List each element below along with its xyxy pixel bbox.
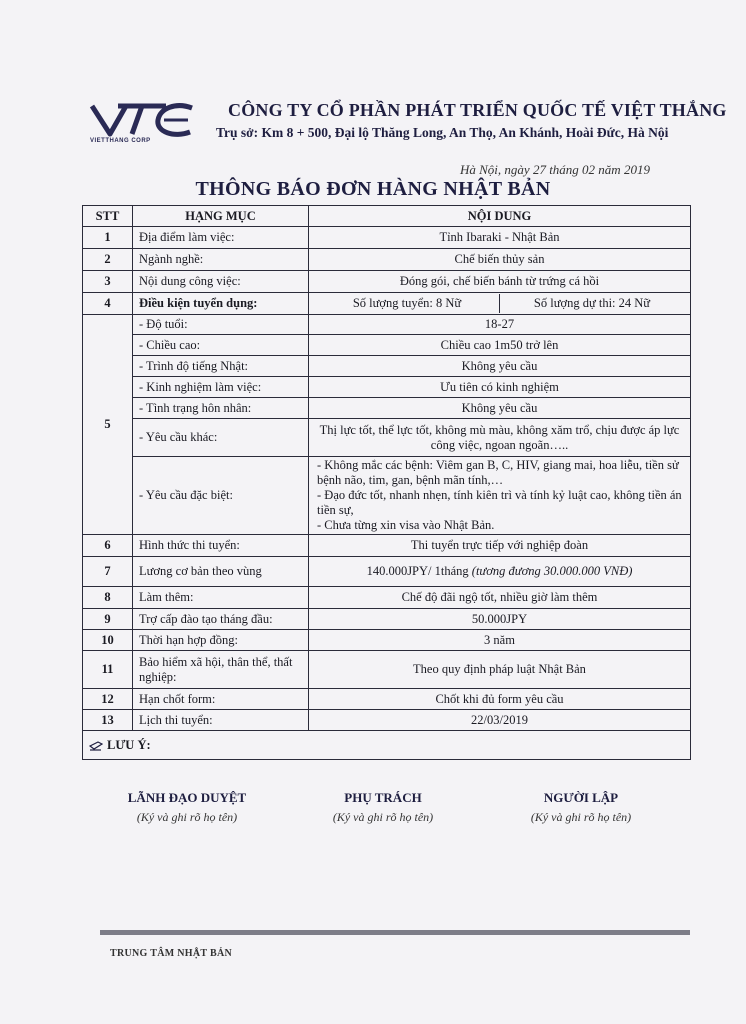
table-header-row [83,206,691,227]
salary-equivalent: (tương đương 30.000.000 VNĐ) [471,564,633,578]
row-value: 18-27 [309,315,691,335]
row-label: - Trình độ tiếng Nhật: [133,356,309,377]
row-value: 3 năm [309,630,691,651]
table-row [83,249,691,271]
row-label: Bảo hiểm xã hội, thân thể, thất nghiệp: [133,651,309,689]
table-row [83,227,691,249]
row-value-split [309,293,691,315]
row-value: Chế độ đãi ngộ tốt, nhiều giờ làm thêm [309,587,691,609]
note-row [83,731,691,760]
row-value: Thi tuyển trực tiếp với nghiệp đoàn [309,535,691,557]
signature-supervisor [308,790,458,825]
table-row [83,609,691,630]
row-label: Lịch thi tuyển: [133,710,309,731]
row-label: - Yêu cầu khác: [133,419,309,457]
row-value: Đóng gói, chế biến bánh từ trứng cá hồi [309,271,691,293]
salary-value: 140.000JPY/ 1tháng [366,564,469,578]
row-label: Ngành nghề: [133,249,309,271]
row-value: Theo quy định pháp luật Nhật Bản [309,651,691,689]
table-row [83,356,691,377]
row-value: Tỉnh Ibaraki - Nhật Bản [309,227,691,249]
row-label: Điều kiện tuyển dụng: [133,293,309,315]
row-value: 50.000JPY [309,609,691,630]
row-number: 1 [83,227,133,249]
row-value: Ưu tiên có kinh nghiệm [309,377,691,398]
row-label: - Độ tuổi: [133,315,309,335]
table-row [83,335,691,356]
row-value: Không yêu cầu [309,356,691,377]
row-value: Thị lực tốt, thể lực tốt, không mù màu, không xăm trổ, chịu được áp lực công việc, ngoan ngoãn….. [309,419,691,457]
row-label: Thời hạn hợp đồng: [133,630,309,651]
row-number: 9 [83,609,133,630]
row-number: 5 [83,315,133,535]
header-category: HẠNG MỤC [133,206,309,227]
note-label: LƯU Ý: [107,737,151,752]
document-title: THÔNG BÁO ĐƠN HÀNG NHẬT BẢN [195,178,551,200]
special-req-line: - Đạo đức tốt, nhanh nhẹn, tính kiên trì và tính kỷ luật cao, không tiền án tiền sự, [317,488,682,517]
signature-approver [112,790,262,825]
company-name: CÔNG TY CỔ PHẦN PHÁT TRIỂN QUỐC TẾ VIỆT THẮNG [228,100,727,120]
special-req-line: - Không mắc các bệnh: Viêm gan B, C, HIV, giang mai, hoa liễu, tiền sử bệnh não, tim, gan, bệnh mãn tính,… [317,458,679,487]
vtc-logo-icon [88,100,198,140]
table-row [83,419,691,457]
row-label: Nội dung công việc: [133,271,309,293]
row-label: Hình thức thi tuyển: [133,535,309,557]
row-label: Làm thêm: [133,587,309,609]
table-row [83,630,691,651]
row-number: 12 [83,689,133,710]
table-row [83,557,691,587]
pencil-note-icon [89,741,103,751]
signature-creator [506,790,656,825]
row-number: 3 [83,271,133,293]
table-row [83,293,691,315]
row-number: 6 [83,535,133,557]
row-number: 10 [83,630,133,651]
table-row [83,587,691,609]
signature-title: NGƯỜI LẬP [543,790,619,805]
quota-recruit: Số lượng tuyển: 8 Nữ [315,294,500,313]
row-number: 4 [83,293,133,315]
table-row [83,271,691,293]
row-label: - Chiều cao: [133,335,309,356]
footer-text: TRUNG TÂM NHẬT BẢN [110,948,232,959]
row-label: Hạn chốt form: [133,689,309,710]
header-content: NỘI DUNG [309,206,691,227]
row-value: 22/03/2019 [309,710,691,731]
row-label: Lương cơ bản theo vùng [133,557,309,587]
row-number: 7 [83,557,133,587]
table-row [83,689,691,710]
signature-instruction: (Ký và ghi rõ họ tên) [136,810,238,824]
row-label: - Kinh nghiệm làm việc: [133,377,309,398]
table-row [83,535,691,557]
order-table [82,205,691,760]
date-line: Hà Nội, ngày 27 tháng 02 năm 2019 [460,162,650,177]
table-row [83,457,691,535]
row-value: Chế biến thủy sản [309,249,691,271]
row-label: Trợ cấp đào tạo tháng đầu: [133,609,309,630]
row-value: Chiều cao 1m50 trở lên [309,335,691,356]
row-number: 8 [83,587,133,609]
signature-title: LÃNH ĐẠO DUYỆT [127,790,247,805]
row-value-list [309,457,691,535]
table-row [83,651,691,689]
row-label: - Yêu cầu đặc biệt: [133,457,309,535]
signature-instruction: (Ký và ghi rõ họ tên) [332,810,434,824]
company-address: Trụ sở: Km 8 + 500, Đại lộ Thăng Long, An Thọ, An Khánh, Hoài Đức, Hà Nội [216,125,669,140]
header-stt: STT [83,206,133,227]
logo-subtitle: VIETTHANG CORP [90,138,151,144]
row-number: 11 [83,651,133,689]
row-label: - Tình trạng hôn nhân: [133,398,309,419]
table-row [83,398,691,419]
row-number: 13 [83,710,133,731]
row-value [309,557,691,587]
table-row [83,377,691,398]
signature-instruction: (Ký và ghi rõ họ tên) [530,810,632,824]
row-value: Không yêu cầu [309,398,691,419]
special-req-line: - Chưa từng xin visa vào Nhật Bản. [317,518,495,532]
table-row [83,710,691,731]
quota-exam: Số lượng dự thi: 24 Nữ [533,296,651,310]
row-value: Chốt khi đủ form yêu cầu [309,689,691,710]
row-label: Địa điểm làm việc: [133,227,309,249]
table-row [83,315,691,335]
row-number: 2 [83,249,133,271]
footer-divider [100,930,690,935]
note-cell [83,731,691,760]
signature-title: PHỤ TRÁCH [344,790,422,805]
